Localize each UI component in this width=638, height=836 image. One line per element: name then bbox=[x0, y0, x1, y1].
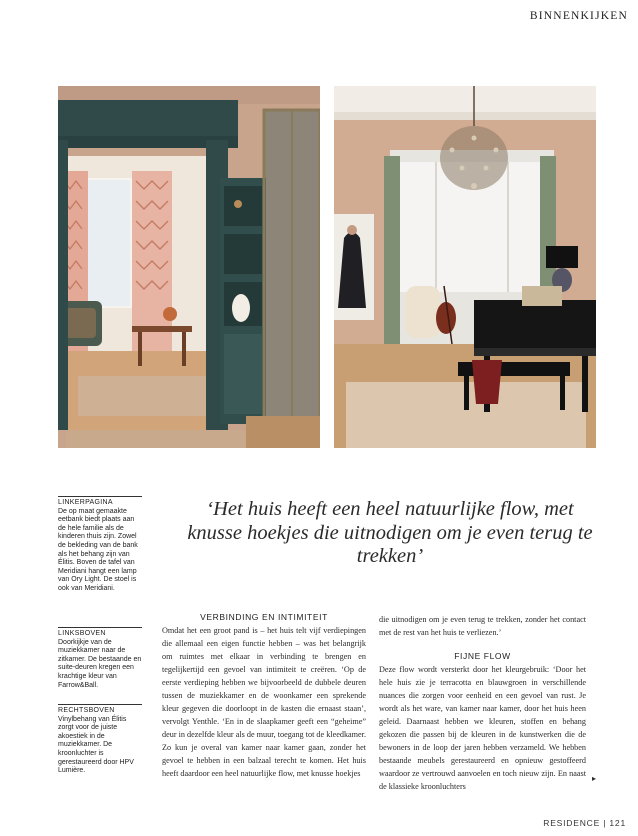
caption-linkerpagina bbox=[58, 496, 142, 594]
caption-rechtsboven bbox=[58, 704, 142, 776]
subheading-fijne-flow: FIJNE FLOW bbox=[454, 651, 511, 661]
body-text: die uitnodigen om je even terug te trekken, zonder het contact met de rest van het huis te verliezen.’ bbox=[379, 615, 586, 637]
caption-heading: LINKERPAGINA bbox=[58, 496, 142, 508]
page-number: 121 bbox=[609, 818, 626, 828]
article-column-2 bbox=[379, 613, 586, 793]
continue-arrow-icon: ▸ bbox=[592, 774, 597, 783]
body-text: Omdat het een groot pand is – het huis telt vijf verdiepingen die allemaal een eigen functie hebben – was het belangrijk om ruimtes met elkaar in verbinding te brengen en tegelijkertijd een gevoel van intimiteit te creëren. ‘Op de eerste verdieping hebben we bijvoorbeeld de dubbele deuren tussen de muziekkamer en de woonkamer een sprekende kleur gegeven die doorloopt in de kasten die ernaast staan’, vervolgt Yenthle. ‘En in de slaapkamer geeft een “geheime” deur in dezelfde kleur als de muur, toegang tot de kleedkamer. Zo kun je overal van kamer naar kamer gaan, zonder het gevoel te hebben in een balzaal terecht te komen. Het huis heeft daardoor een heel natuurlijke flow, met knusse hoekjes bbox=[162, 626, 366, 778]
doorway-illustration bbox=[58, 86, 320, 448]
caption-linksboven bbox=[58, 627, 142, 690]
article-column-1 bbox=[162, 611, 366, 780]
caption-text: De op maat gemaakte eetbank biedt plaats aan de hele familie als de kinderen thuis zijn. Zowel de bekleding van de bank als het behang zijn van Élitis. Boven de tafel van Meridiani hangt een lamp van Ory Light. De stoel is ook van Meridiani. bbox=[58, 507, 138, 592]
caption-heading: RECHTSBOVEN bbox=[58, 704, 142, 716]
pull-quote: ‘Het huis heeft een heel natuurlijke flow, met knusse hoekjes die uitnodigen om je even terug te trekken’ bbox=[187, 498, 593, 567]
music-room-illustration bbox=[334, 86, 596, 448]
subheading-verbinding: VERBINDING EN INTIMITEIT bbox=[200, 612, 328, 622]
section-label: BINNENKIJKEN bbox=[529, 10, 628, 22]
magazine-name: RESIDENCE bbox=[543, 818, 601, 828]
page-footer bbox=[543, 818, 626, 828]
photo-music-room bbox=[334, 86, 596, 448]
caption-text: Vinylbehang van Élitis zorgt voor de juiste akoestiek in de muziekkamer. De kroonluchter is gerestaureerd door HPV Lumière. bbox=[58, 715, 134, 775]
caption-heading: LINKSBOVEN bbox=[58, 627, 142, 639]
caption-text: Doorkijkje van de muziekkamer naar de zitkamer. De bestaande en suite-deuren kregen een krachtige kleur van Farrow&Ball. bbox=[58, 638, 142, 689]
body-text: Deze flow wordt versterkt door het kleurgebruik: ‘Door het hele huis zie je terracotta en blauwgroen in verschillende nuances die zorgen voor eenheid en een gevoel van rust. Je wordt als het ware, van kamer naar kamer, door het huis heen geleid. Daarnaast hebben we kleuren, stoffen en behang gekozen die passen bij de kleuren in de kunstwerken die de bewoners in de loop der jaren hebben verzameld. We hebben bestaande meubels gerestaureerd en opnieuw gestoffeerd waardoor ze vertrouwd aanvoelen en toch nieuw zijn. En naast de klassieke kroonluchters bbox=[379, 665, 586, 791]
footer-separator: | bbox=[603, 818, 607, 828]
photo-doorway-music-room bbox=[58, 86, 320, 448]
